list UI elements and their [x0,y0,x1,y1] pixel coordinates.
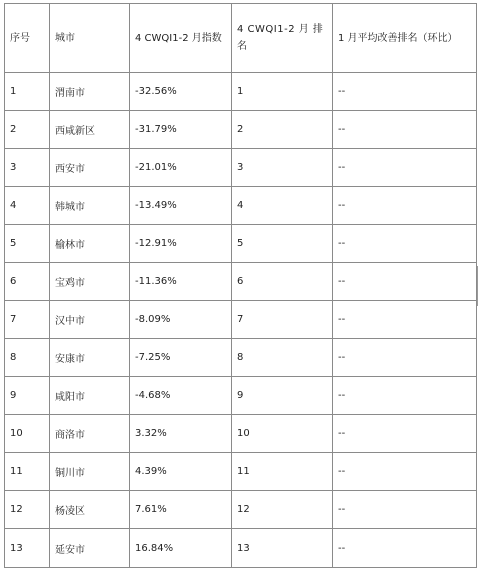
cell-index: -12.91% [130,225,232,263]
table-row [5,491,477,529]
cell-rank: 6 [232,263,333,301]
cell-city: 西安市 [50,149,130,187]
cell-rank: 9 [232,377,333,415]
table-row [5,377,477,415]
table-row [5,187,477,225]
cell-rank: 5 [232,225,333,263]
cell-city: 安康市 [50,339,130,377]
header-index: 4 CWQI1-2 月指数 [130,4,232,73]
header-city: 城市 [50,4,130,73]
cell-index: 4.39% [130,453,232,491]
cell-seq: 9 [5,377,50,415]
cell-city: 杨凌区 [50,491,130,529]
table-row [5,111,477,149]
table-row [5,453,477,491]
cell-change: -- [333,491,477,529]
cell-change: -- [333,377,477,415]
cell-seq: 4 [5,187,50,225]
cell-city: 韩城市 [50,187,130,225]
cell-index: 3.32% [130,415,232,453]
cell-change: -- [333,339,477,377]
cell-index: -7.25% [130,339,232,377]
cell-rank: 8 [232,339,333,377]
cell-seq: 2 [5,111,50,149]
table-row [5,339,477,377]
cell-rank: 4 [232,187,333,225]
cell-change: -- [333,453,477,491]
edge-divider [477,266,478,306]
cell-rank: 7 [232,301,333,339]
cell-index: -31.79% [130,111,232,149]
table-row [5,301,477,339]
cell-rank: 11 [232,453,333,491]
cell-change: -- [333,111,477,149]
cell-rank: 3 [232,149,333,187]
cell-rank: 1 [232,73,333,111]
cell-index: 7.61% [130,491,232,529]
cell-seq: 7 [5,301,50,339]
cell-city: 宝鸡市 [50,263,130,301]
cell-city: 商洛市 [50,415,130,453]
cell-rank: 2 [232,111,333,149]
cell-index: -32.56% [130,73,232,111]
cell-change: -- [333,529,477,568]
cell-seq: 12 [5,491,50,529]
cell-change: -- [333,187,477,225]
cell-rank: 13 [232,529,333,568]
cell-city: 咸阳市 [50,377,130,415]
cell-seq: 1 [5,73,50,111]
city-ranking-table [4,3,477,568]
cell-city: 西咸新区 [50,111,130,149]
table-row [5,149,477,187]
cell-change: -- [333,263,477,301]
header-change: 1 月平均改善排名（环比） [333,4,477,73]
header-rank: 4 CWQI1-2 月 排 名 [232,4,333,73]
cell-seq: 11 [5,453,50,491]
cell-change: -- [333,73,477,111]
cell-index: -8.09% [130,301,232,339]
cell-change: -- [333,415,477,453]
cell-seq: 3 [5,149,50,187]
cell-seq: 5 [5,225,50,263]
table-row [5,73,477,111]
table-row [5,225,477,263]
cell-city: 延安市 [50,529,130,568]
cell-change: -- [333,149,477,187]
cell-index: -11.36% [130,263,232,301]
table-row [5,415,477,453]
cell-city: 榆林市 [50,225,130,263]
cell-index: 16.84% [130,529,232,568]
cell-index: -13.49% [130,187,232,225]
table-row [5,529,477,568]
table-header-row [5,4,477,73]
cell-city: 铜川市 [50,453,130,491]
cell-change: -- [333,301,477,339]
cell-index: -21.01% [130,149,232,187]
cell-city: 汉中市 [50,301,130,339]
cell-seq: 6 [5,263,50,301]
cell-rank: 10 [232,415,333,453]
header-seq: 序号 [5,4,50,73]
cell-index: -4.68% [130,377,232,415]
cell-seq: 13 [5,529,50,568]
cell-city: 渭南市 [50,73,130,111]
table-row [5,263,477,301]
cell-seq: 8 [5,339,50,377]
cell-change: -- [333,225,477,263]
cell-rank: 12 [232,491,333,529]
cell-seq: 10 [5,415,50,453]
